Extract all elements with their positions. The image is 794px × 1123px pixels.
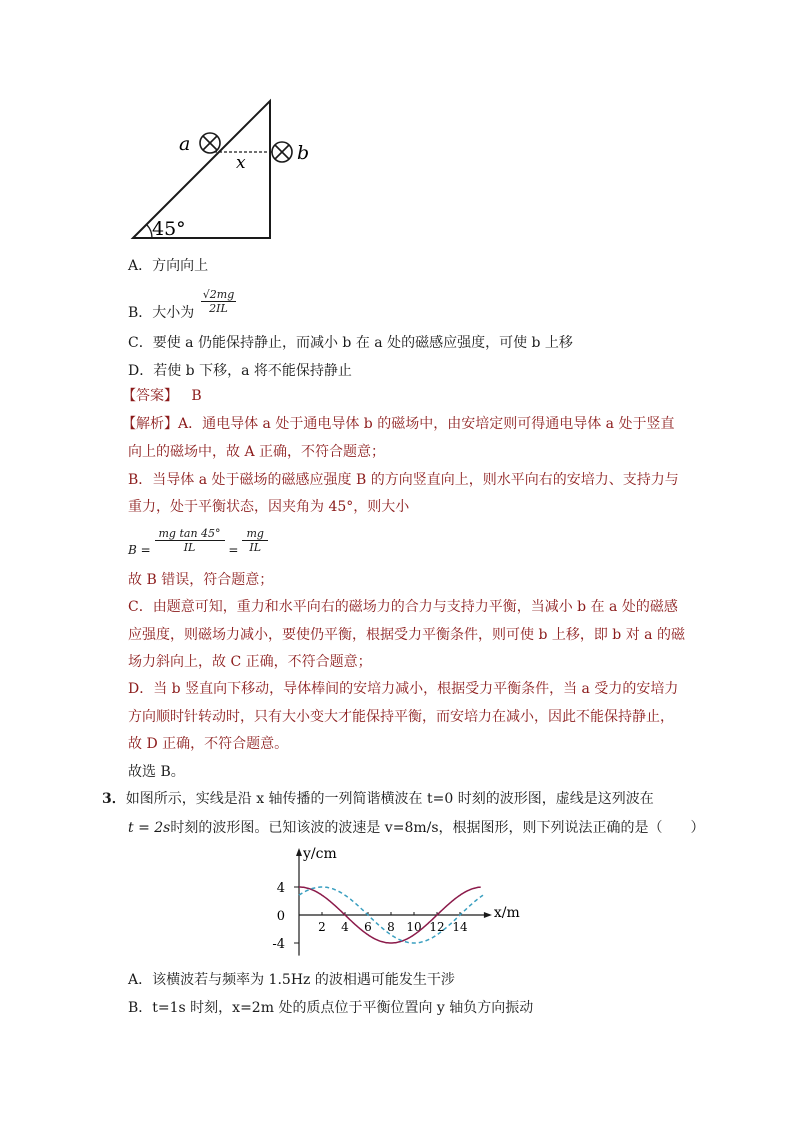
formula-lhs: B = [128,543,151,557]
analysis-c-line-1: C．由题意可知，重力和水平向右的磁场力的合力与支持力平衡，当减小 b 在 a 处的磁感 [128,599,678,615]
analysis-d-line-3: 故 D 正确，不符合题意。 [128,736,289,752]
question-3-text-1: 如图所示，实线是沿 x 轴传播的一列简谐横波在 t=0 时刻的波形图，虚线是这列波在 [125,791,654,807]
question-3-option-a: A．该横波若与频率为 1.5Hz 的波相遇可能发生干涉 [128,972,455,988]
analysis-a-line-1 [122,414,674,434]
label-a: a [179,133,191,155]
option-b-fraction [201,288,236,315]
option-b-numerator: √2mg [202,288,235,301]
question-3-line-1 [102,789,654,809]
option-c-1: C．要使 a 仍能保持静止，而减小 b 在 a 处的磁感应强度，可使 b 上移 [128,335,573,351]
y-axis-label: y/cm [303,846,337,862]
option-d-1: D．若使 b 下移，a 将不能保持静止 [128,363,352,379]
x-axis-arrow-icon [484,912,492,918]
answer-label: 【答案】 [122,388,178,404]
x-tick-label: 12 [429,920,445,934]
formula-fraction-2 [242,527,268,554]
option-b-denominator: 2IL [209,302,228,315]
y-tick-label: 0 [276,909,285,924]
answer-value: B [191,388,202,404]
analysis-b-line-3: 故 B 错误，符合题意； [128,572,274,588]
analysis-label: 【解析】 [122,416,178,432]
label-x: x [236,153,246,173]
question-3-number: 3． [102,791,126,807]
option-a-1: A．方向向上 [128,258,209,274]
analysis-d-line-1: D．当 b 竖直向下移动，导体棒间的安培力减小，根据受力平衡条件，当 a 受力的安培力 [128,681,679,697]
x-tick-label: 4 [341,920,349,934]
y-tick-label: -4 [272,937,285,952]
analysis-conclusion: 故选 B。 [128,764,185,780]
x-tick-label: 14 [452,920,468,934]
option-b-1 [128,288,236,321]
option-b-1-prefix: B．大小为 [128,304,195,321]
incline-figure [125,95,325,245]
x-tick-label: 8 [387,920,395,934]
formula-equals: = [228,543,239,557]
question-3-text-2: 时刻的波形图。已知该波的波速是 v=8m/s，根据图形，则下列说法正确的是（ ） [170,820,705,836]
formula-num-1: mg tan 45° [155,527,225,541]
angle-label: 45° [152,218,186,240]
x-tick-label: 2 [318,920,326,934]
question-3-line-2 [128,818,705,838]
formula-fraction-1 [155,527,225,554]
wave-chart [270,842,530,962]
question-3-option-b: B．t=1s 时刻，x=2m 处的质点位于平衡位置向 y 轴负方向振动 [128,1000,534,1016]
x-axis-label: x/m [493,905,520,921]
x-tick-label: 10 [406,920,422,934]
analysis-c-line-2: 应强度，则磁场力减小，要使仍平衡，根据受力平衡条件，则可使 b 上移，即 b 对 a 的磁 [128,627,685,643]
analysis-c-line-3: 场力斜向上，故 C 正确，不符合题意； [128,654,372,670]
x-tick-label: 6 [364,920,372,934]
y-tick-label: 4 [276,881,285,896]
formula-den-2: IL [249,541,262,554]
analysis-b-line-2: 重力，处于平衡状态，因夹角为 45°，则大小 [128,499,410,515]
analysis-a-line-2: 向上的磁场中，故 A 正确，不符合题意； [128,444,386,460]
conductor-b-icon [272,142,292,162]
formula-num-2: mg [242,527,268,541]
question-3-time: t = 2s [128,820,171,836]
conductor-a-icon [200,133,220,153]
label-b: b [297,142,310,164]
analysis-d-line-2: 方向顺时针转动时，只有大小变大才能保持平衡，而安培力在减小，因此不能保持静止， [128,709,674,725]
analysis-a-text-1: A．通电导体 a 处于通电导体 b 的磁场中，由安培定则可得通电导体 a 处于竖直 [178,416,675,432]
analysis-b-line-1: B．当导体 a 处于磁场的磁感应强度 B 的方向竖直向上，则水平向右的安培力、支持力与 [128,472,679,488]
y-axis-arrow-icon [296,848,302,856]
formula-line [128,527,268,557]
formula-den-1: IL [183,541,196,554]
answer-line [122,386,202,406]
